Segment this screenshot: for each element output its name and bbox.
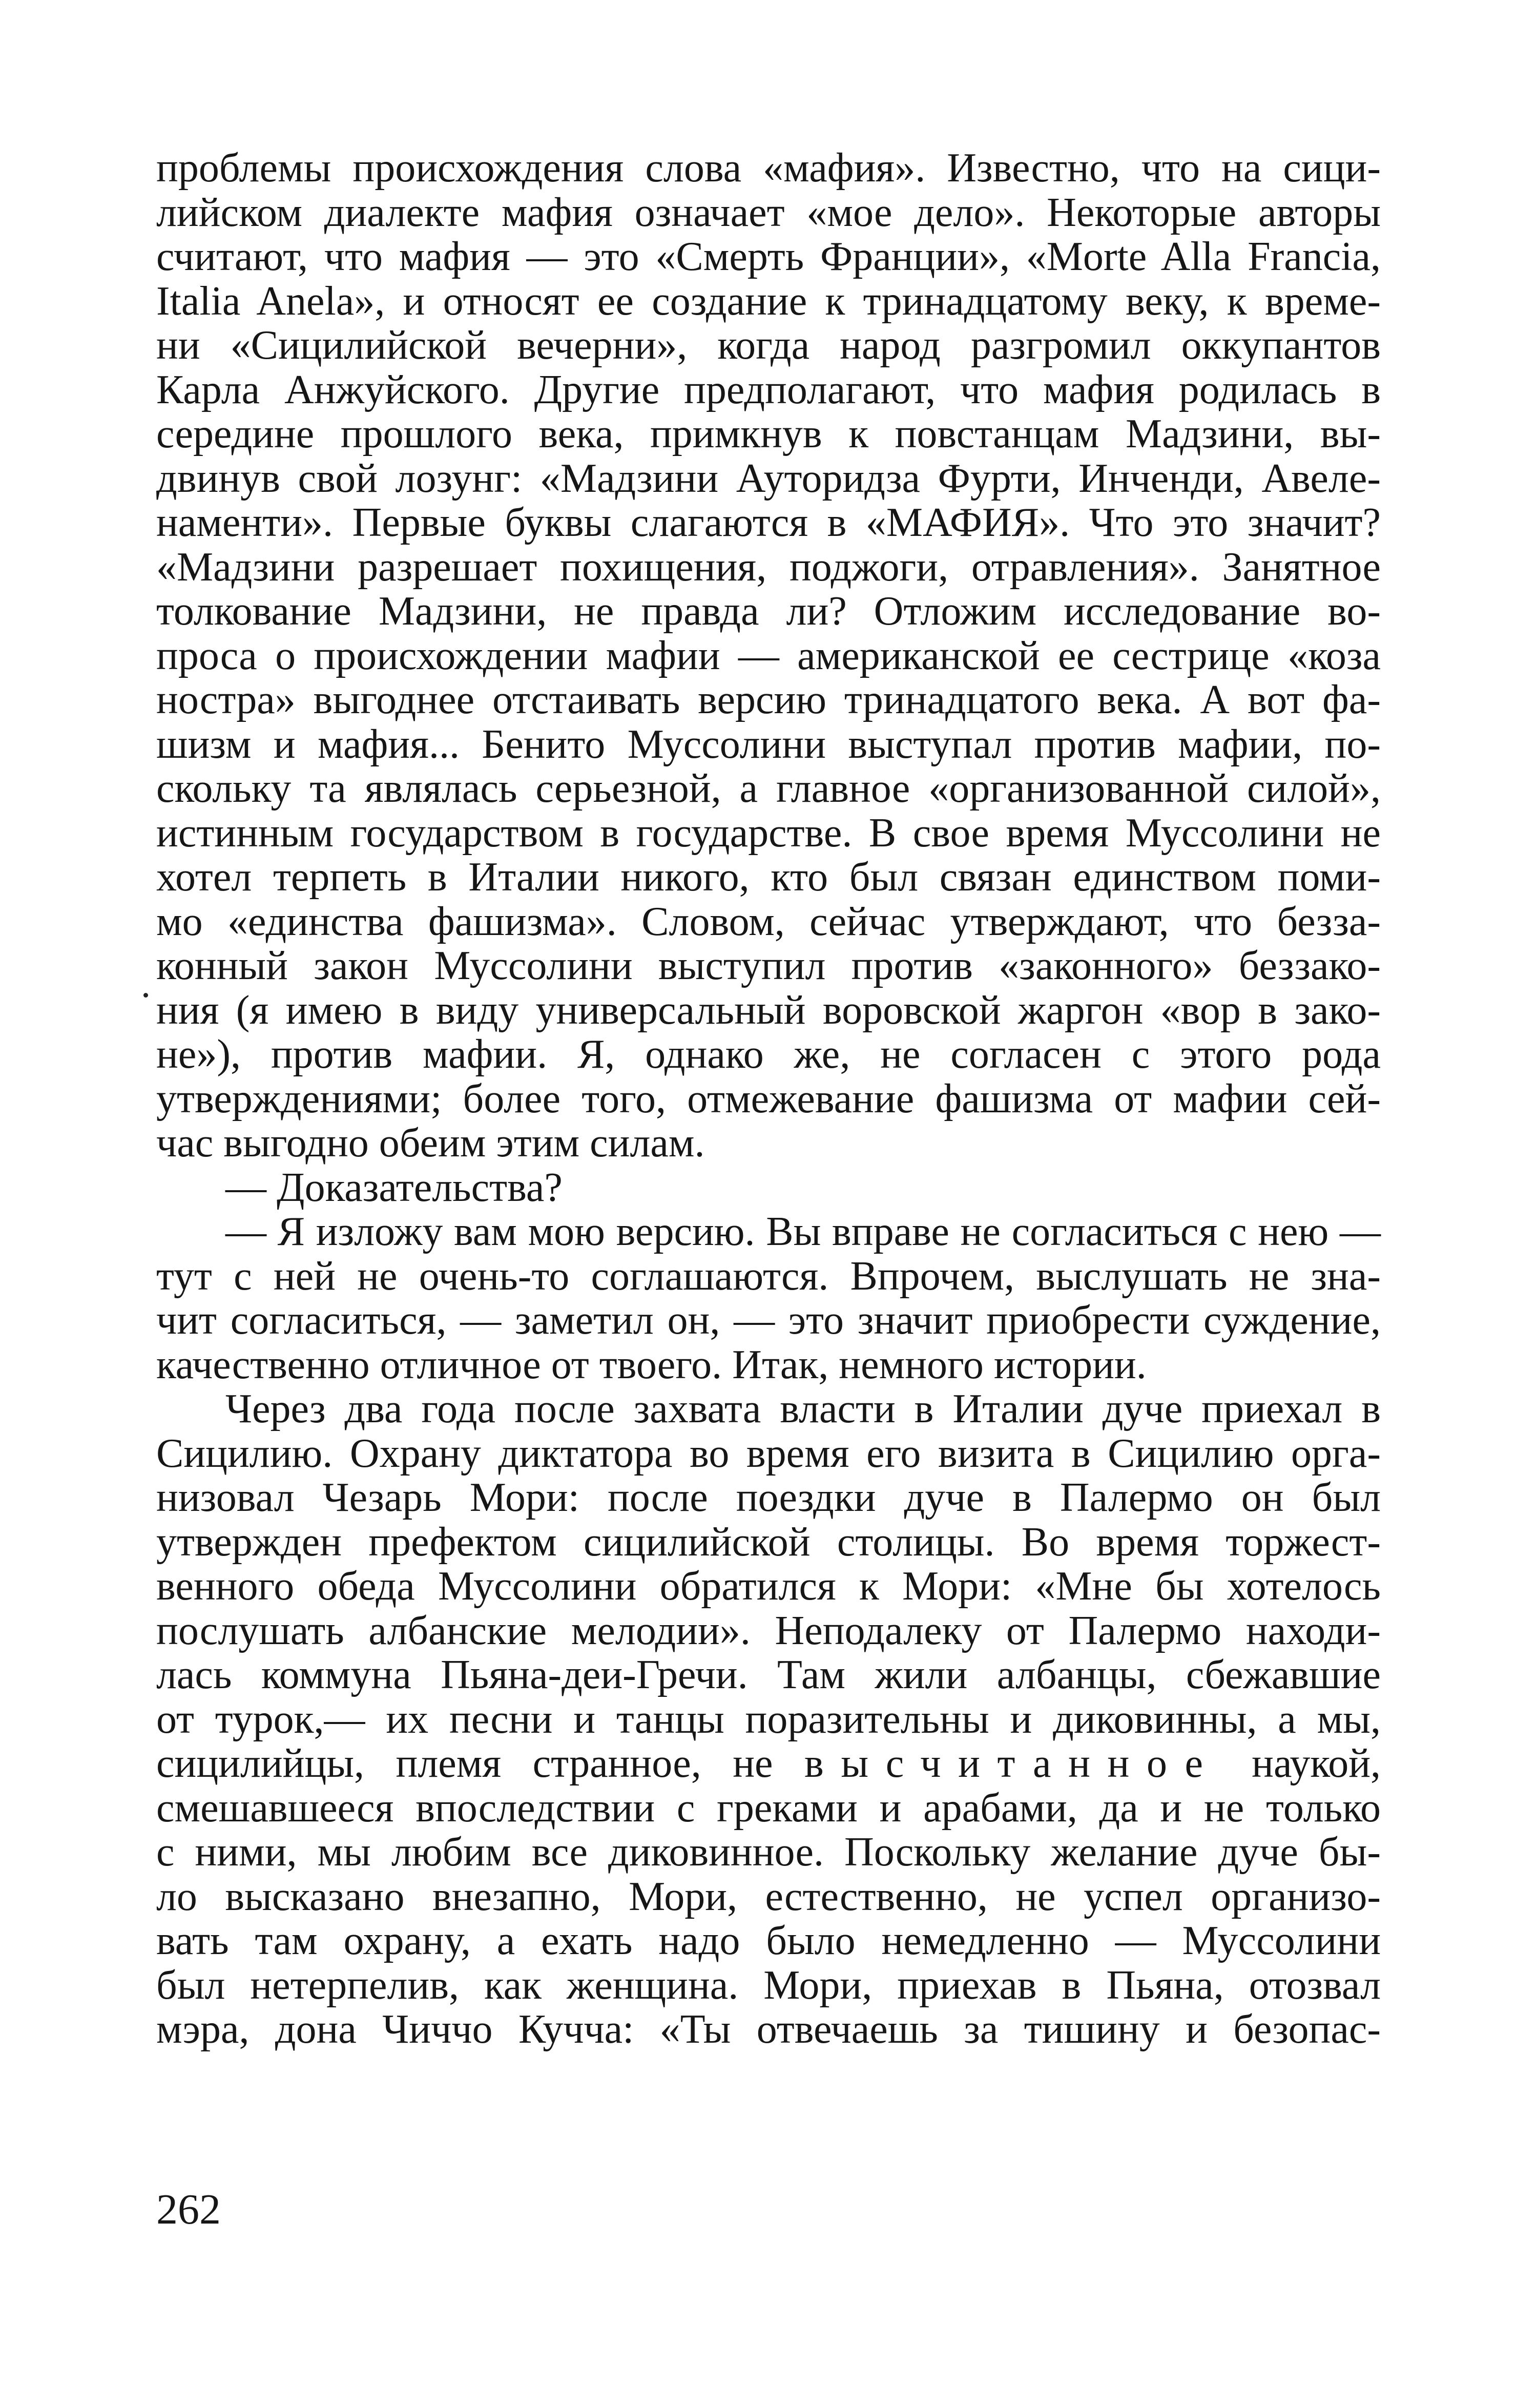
- text-line: вать там охрану, а ехать надо было немедленно — Муссолини: [156, 1918, 1381, 1963]
- text-line: утверждениями; более того, отмежевание фашизма от мафии сей-: [156, 1076, 1381, 1122]
- text-line: проса о происхождении мафии — американской ее сестрице «коза: [156, 633, 1381, 678]
- text-line: с ними, мы любим все диковинное. Поскольку желание дуче бы-: [156, 1830, 1381, 1875]
- text-line: шизм и мафия... Бенито Муссолини выступал против мафии, по-: [156, 721, 1381, 767]
- text-line: скольку та являлась серьезной, а главное «организованной силой»,: [156, 766, 1381, 811]
- text-line: венного обеда Муссолини обратился к Мори: «Мне бы хотелось: [156, 1564, 1381, 1609]
- text-line: Italia Anela», и относят ее создание к тринадцатому веку, к време-: [156, 278, 1381, 324]
- text-line: двинув свой лозунг: «Мадзини Ауторидза Фурти, Инченди, Авеле-: [156, 455, 1381, 501]
- text-line: не»), против мафии. Я, однако же, не согласен с этого рода: [156, 1032, 1381, 1077]
- page-number: 262: [156, 2186, 221, 2233]
- text-line: ния (я имею в виду универсальный воровской жаргон «вор в зако-: [156, 987, 1381, 1033]
- text-line: качественно отличное от твоего. Итак, немного истории.: [156, 1342, 1147, 1387]
- text-line: мо «единства фашизма». Словом, сейчас утверждают, что безза-: [156, 899, 1381, 944]
- text-line: середине прошлого века, примкнув к повстанцам Мадзини, вы-: [156, 411, 1381, 456]
- text-line: был нетерпелив, как женщина. Мори, приехав в Пьяна, отозвал: [156, 1962, 1381, 2008]
- text-segment: наукой,: [1252, 1741, 1381, 1786]
- text-line: смешавшееся впоследствии с греками и арабами, да и не только: [156, 1785, 1381, 1831]
- text-line: конный закон Муссолини выступил против «законного» беззако-: [156, 943, 1381, 988]
- text-line: хотел терпеть в Италии никого, кто был связан единством поми-: [156, 855, 1381, 900]
- dialogue-line: — Я изложу вам мою версию. Вы вправе не согласиться с нею —: [225, 1209, 1381, 1254]
- text-line: ло высказано внезапно, Мори, естественно, не успел организо-: [156, 1874, 1381, 1919]
- text-line: толкование Мадзини, не правда ли? Отложим исследование во-: [156, 589, 1381, 634]
- text-line: лась коммуна Пьяна-деи-Гречи. Там жили албанцы, сбежавшие: [156, 1652, 1381, 1697]
- text-line: ностра» выгоднее отстаивать версию тринадцатого века. А вот фа-: [156, 677, 1381, 722]
- paragraph-first-line: Через два года после захвата власти в Италии дуче приехал в: [225, 1386, 1381, 1431]
- text-line: лийском диалекте мафия означает «мое дело». Некоторые авторы: [156, 190, 1381, 235]
- page-body-text: [156, 146, 1381, 2052]
- text-line: считают, что мафия — это «Смерть Франции», «Morte Alla Francia,: [156, 234, 1381, 279]
- letter-spaced-word: высчитанное: [804, 1741, 1220, 1786]
- text-line: проблемы происхождения слова «мафия». Известно, что на сици-: [156, 146, 1381, 191]
- text-line: чит согласиться, — заметил он, — это значит приобрести суждение,: [156, 1298, 1381, 1343]
- text-segment: сицилийцы, племя странное, не: [156, 1741, 773, 1786]
- text-line-spaced-word: [156, 1741, 1381, 1786]
- text-line: низовал Чезарь Мори: после поездки дуче в Палермо он был: [156, 1475, 1381, 1520]
- dialogue-line: — Доказательства?: [225, 1165, 563, 1210]
- text-line: ни «Сицилийской вечерни», когда народ разгромил оккупантов: [156, 323, 1381, 368]
- text-line: от турок,— их песни и танцы поразительны и диковинны, а мы,: [156, 1696, 1381, 1742]
- text-line: утвержден префектом сицилийской столицы. Во время торжест-: [156, 1519, 1381, 1565]
- stray-ink-dot: [143, 993, 148, 998]
- text-line: послушать албанские мелодии». Неподалеку от Палермо находи-: [156, 1608, 1381, 1653]
- text-line: час выгодно обеим этим силам.: [156, 1120, 705, 1166]
- text-line: Карла Анжуйского. Другие предполагают, что мафия родилась в: [156, 367, 1381, 412]
- text-line: Сицилию. Охрану диктатора во время его визита в Сицилию орга-: [156, 1430, 1381, 1476]
- text-line: наменти». Первые буквы слагаются в «МАФИЯ». Что это значит?: [156, 500, 1381, 545]
- text-line: мэра, дона Чиччо Кучча: «Ты отвечаешь за тишину и безопас-: [156, 2007, 1381, 2052]
- text-line: тут с ней не очень-то соглашаются. Впрочем, выслушать не зна-: [156, 1253, 1381, 1299]
- text-line: истинным государством в государстве. В свое время Муссолини не: [156, 810, 1381, 856]
- text-line: «Мадзини разрешает похищения, поджоги, отравления». Занятное: [156, 544, 1381, 590]
